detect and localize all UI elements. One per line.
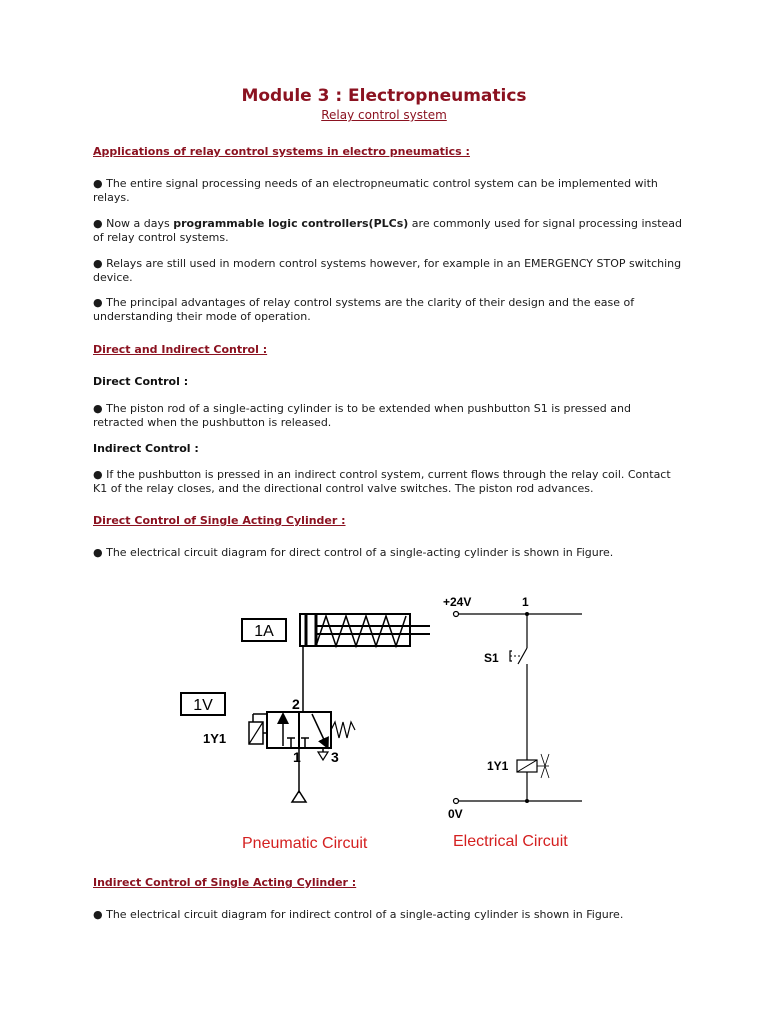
label-1v: 1V bbox=[193, 697, 213, 714]
page-title: Module 3 : Electropneumatics bbox=[241, 86, 527, 106]
plc-term: programmable logic controllers(PLCs) bbox=[173, 217, 409, 230]
bullet-2-pre: ● Now a days bbox=[93, 217, 174, 230]
indirect-control-label: Indirect Control : bbox=[93, 442, 199, 455]
indirect-single-heading: Indirect Control of Single Acting Cylinder : bbox=[93, 876, 357, 889]
label-port-1: 1 bbox=[293, 749, 301, 765]
direct-control-text: ● The piston rod of a single-acting cylinder is to be extended when pushbutton S1 is pressed and retracted when the pushbutton is released. bbox=[93, 402, 631, 429]
valve-symbol bbox=[249, 712, 355, 748]
terminal-0v bbox=[454, 799, 459, 804]
indirect-control-text: ● If the pushbutton is pressed in an indirect control system, current flows through the relay coil. Contact K1 of the relay closes, and the directional control valve switches. The piston rod advances. bbox=[93, 468, 671, 495]
direct-control-label: Direct Control : bbox=[93, 375, 189, 388]
caption-electrical: Electrical Circuit bbox=[453, 833, 568, 850]
label-s1: S1 bbox=[484, 651, 499, 665]
applications-bullet-3: ● Relays are still used in modern control systems however, for example in an EMERGENCY STOP switching device. bbox=[93, 257, 682, 284]
switch-s1-symbol bbox=[510, 614, 527, 760]
label-1a: 1A bbox=[254, 623, 274, 640]
label-port-3: 3 bbox=[331, 749, 339, 765]
node-bottom bbox=[525, 799, 529, 803]
direct-indirect-heading: Direct and Indirect Control : bbox=[93, 343, 268, 356]
direct-single-text: ● The electrical circuit diagram for direct control of a single-acting cylinder is shown in Figure. bbox=[93, 546, 614, 559]
coil-1y1-symbol bbox=[517, 754, 549, 800]
page-subtitle: Relay control system bbox=[321, 108, 447, 122]
label-plus24v: +24V bbox=[443, 595, 472, 609]
circuit-figure bbox=[170, 588, 610, 860]
terminal-24v bbox=[454, 612, 459, 617]
label-1y1-electrical: 1Y1 bbox=[487, 759, 509, 773]
applications-bullet-2 bbox=[93, 217, 683, 244]
applications-bullet-1: ● The entire signal processing needs of an electropneumatic control system can be implemented with relays. bbox=[93, 177, 658, 204]
bullet-2-post: are commonly used for signal processing instead of relay control systems. bbox=[93, 217, 683, 244]
direct-single-heading: Direct Control of Single Acting Cylinder : bbox=[93, 514, 346, 527]
label-0v: 0V bbox=[448, 807, 463, 821]
cylinder-symbol bbox=[300, 614, 430, 646]
applications-heading: Applications of relay control systems in electro pneumatics : bbox=[93, 145, 470, 158]
label-rung-1: 1 bbox=[522, 595, 529, 609]
label-port-2: 2 bbox=[292, 696, 300, 712]
exhaust-icon bbox=[318, 752, 328, 760]
caption-pneumatic: Pneumatic Circuit bbox=[242, 835, 368, 852]
label-1y1-pneumatic: 1Y1 bbox=[203, 731, 227, 746]
applications-bullet-4: ● The principal advantages of relay control systems are the clarity of their design and the ease of understanding their mode of operation. bbox=[93, 296, 635, 323]
indirect-single-text: ● The electrical circuit diagram for indirect control of a single-acting cylinder is shown in Figure. bbox=[93, 908, 624, 921]
